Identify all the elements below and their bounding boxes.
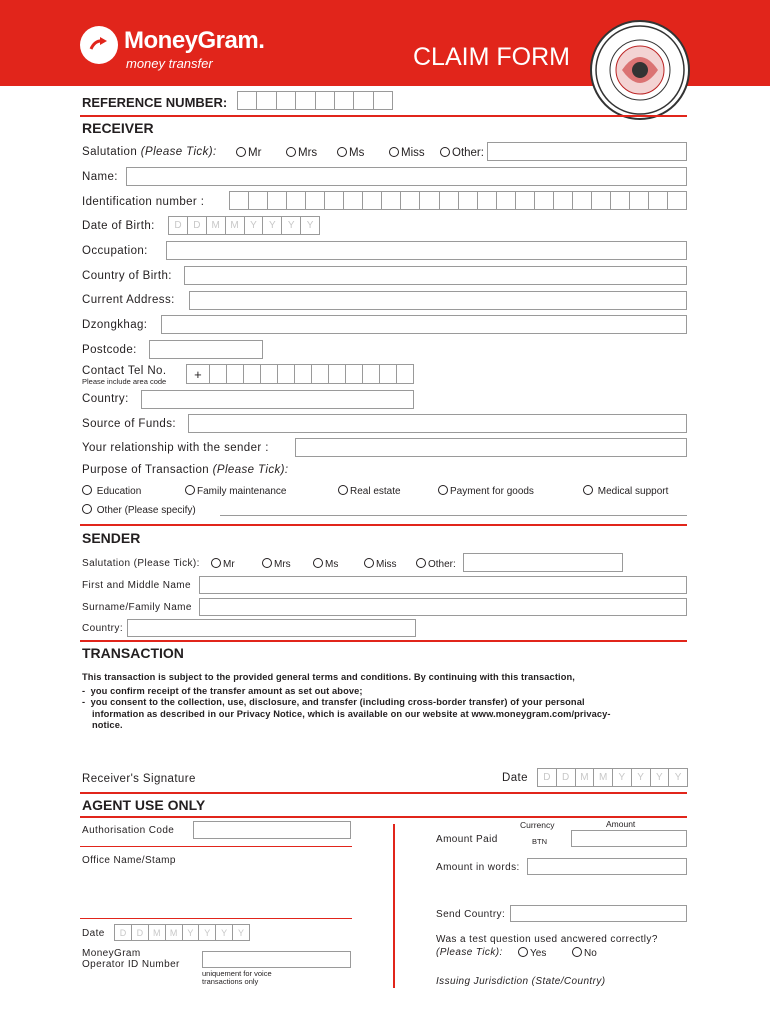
country-input[interactable] [141,390,414,409]
radio-icon [313,558,323,568]
auth-code-input[interactable] [193,821,351,839]
send-country-input[interactable] [510,905,687,922]
dzongkhag-input[interactable] [161,315,687,334]
receiver-salutation-label: Salutation (Please Tick): [82,146,217,158]
currency-label: Currency [520,820,555,830]
occupation-label: Occupation: [82,245,148,257]
purpose-real-estate-radio[interactable]: Real estate [338,485,401,497]
salutation-miss-radio[interactable]: Miss [389,147,425,159]
sender-mrs-radio[interactable]: Mrs [262,558,291,570]
source-of-funds-label: Source of Funds: [82,418,176,430]
sender-mr-radio[interactable]: Mr [211,558,235,570]
id-number-input[interactable] [229,191,687,210]
sender-miss-radio[interactable]: Miss [364,558,397,570]
salutation-other-input[interactable] [487,142,687,161]
radio-icon [440,147,450,157]
operator-note-1: uniquement for voice [202,969,272,978]
tel-note: Please include area code [82,377,167,386]
sender-ms-radio[interactable]: Ms [313,558,338,570]
terms-bullet-1: - you confirm receipt of the transfer amount as set out above; [82,686,363,696]
sender-other-input[interactable] [463,553,623,572]
agent-divider [80,918,352,919]
reference-number-input[interactable] [237,91,393,110]
radio-icon [389,147,399,157]
radio-icon [583,485,593,495]
agent-date-label: Date [82,928,105,939]
dzongkhag-label: Dzongkhag: [82,319,148,331]
test-no-radio[interactable]: No [572,947,597,959]
agent-divider [80,846,352,847]
radio-icon [211,558,221,568]
sender-country-input[interactable] [127,619,416,637]
radio-icon [286,147,296,157]
test-question-label: Was a test question used ancwered correctly? [436,934,658,945]
salutation-mrs-radio[interactable]: Mrs [286,147,317,159]
relationship-label: Your relationship with the sender : [82,442,269,454]
occupation-input[interactable] [166,241,687,260]
test-yes-radio[interactable]: Yes [518,947,546,959]
operator-note-2: transactions only [202,977,259,986]
radio-icon [236,147,246,157]
radio-icon [262,558,272,568]
name-label: Name: [82,171,118,183]
salutation-mr-radio[interactable]: Mr [236,147,261,159]
sender-section-title: SENDER [82,530,141,546]
amount-paid-input[interactable] [571,830,687,847]
auth-code-label: Authorisation Code [82,825,175,836]
salutation-ms-radio[interactable]: Ms [337,147,364,159]
country-of-birth-input[interactable] [184,266,687,285]
radio-icon [518,947,528,957]
brand-tagline: money transfer [126,56,213,71]
radio-icon [438,485,448,495]
receiver-signature-label: Receiver's Signature [82,773,196,785]
receiver-section-title: RECEIVER [82,120,154,136]
reference-label: REFERENCE NUMBER: [82,95,228,110]
page-title: CLAIM FORM [413,43,570,71]
amount-paid-label: Amount Paid [436,834,498,845]
tel-label: Contact Tel No. [82,365,167,377]
operator-label-1: MoneyGram [82,948,141,959]
sender-other-radio[interactable]: Other: [416,558,456,570]
sender-country-label: Country: [82,623,123,634]
agent-section-title: AGENT USE ONLY [82,797,206,813]
section-divider [80,115,687,117]
section-divider [80,792,687,794]
radio-icon [416,558,426,568]
agent-date-input[interactable]: D D M M Y Y Y Y [114,924,250,941]
terms-intro: This transaction is subject to the provided general terms and conditions. By continuing with this transaction, [82,672,575,682]
id-number-label: Identification number : [82,196,205,208]
amount-words-input[interactable] [527,858,687,875]
purpose-other-radio[interactable]: Other (Please specify) [82,504,196,516]
arrow-swoosh-icon [89,37,109,53]
currency-value: BTN [532,837,547,846]
operator-id-input[interactable] [202,951,351,968]
dob-input[interactable]: D D M M Y Y Y Y [168,216,320,235]
dob-label: Date of Birth: [82,220,155,232]
terms-bullet-2-end: notice. [92,720,123,730]
section-divider [80,640,687,642]
jurisdiction-label: Issuing Jurisdiction (State/Country) [436,976,606,987]
transaction-date-label: Date [502,772,528,784]
brand-name: MoneyGram. [124,27,265,54]
test-question-tick: (Please Tick): [436,947,503,958]
sender-surname-label: Surname/Family Name [82,602,192,613]
country-of-birth-label: Country of Birth: [82,270,172,282]
radio-icon [338,485,348,495]
agent-vertical-divider [393,824,395,988]
purpose-education-radio[interactable]: Education [82,485,141,497]
office-stamp-label: Office Name/Stamp [82,855,176,866]
tel-number-input[interactable] [186,364,414,384]
source-of-funds-input[interactable] [188,414,687,433]
radio-icon [364,558,374,568]
sender-first-name-input[interactable] [199,576,687,594]
section-divider [80,524,687,526]
country-label: Country: [82,393,129,405]
section-divider [80,816,687,818]
terms-bullet-2-cont: information as described in our Privacy Notice, which is available on our website at www.moneygram.com/privacy- [92,709,611,719]
radio-icon [337,147,347,157]
radio-icon [572,947,582,957]
bank-seal-icon [590,20,690,120]
radio-icon [82,504,92,514]
sender-salutation-label: Salutation (Please Tick): [82,558,200,569]
terms-bullet-2: - you consent to the collection, use, disclosure, and transfer (including cross-border transfer) of your personal [82,697,585,707]
purpose-other-line[interactable] [220,515,687,516]
amount-words-label: Amount in words: [436,862,520,873]
transaction-section-title: TRANSACTION [82,645,184,661]
office-stamp-area[interactable] [82,868,352,914]
send-country-label: Send Country: [436,909,506,920]
radio-icon [185,485,195,495]
name-input[interactable] [126,167,687,186]
purpose-family-radio[interactable]: Family maintenance [185,485,286,497]
address-input[interactable] [189,291,687,310]
address-label: Current Address: [82,294,175,306]
radio-icon [82,485,92,495]
purpose-medical-radio[interactable]: Medical support [583,485,668,497]
amount-label: Amount [606,819,636,829]
purpose-label: Purpose of Transaction (Please Tick): [82,464,289,476]
operator-label-2: Operator ID Number [82,959,180,970]
receiver-signature-field[interactable] [82,788,382,789]
sender-surname-input[interactable] [199,598,687,616]
transaction-date-input[interactable]: D D M M Y Y Y Y [537,768,688,787]
salutation-other-radio[interactable]: Other: [440,147,484,159]
sender-first-name-label: First and Middle Name [82,580,191,591]
relationship-input[interactable] [295,438,687,457]
plus-sign: + [187,365,210,383]
postcode-label: Postcode: [82,344,137,356]
purpose-payment-radio[interactable]: Payment for goods [438,485,534,497]
postcode-input[interactable] [149,340,263,359]
